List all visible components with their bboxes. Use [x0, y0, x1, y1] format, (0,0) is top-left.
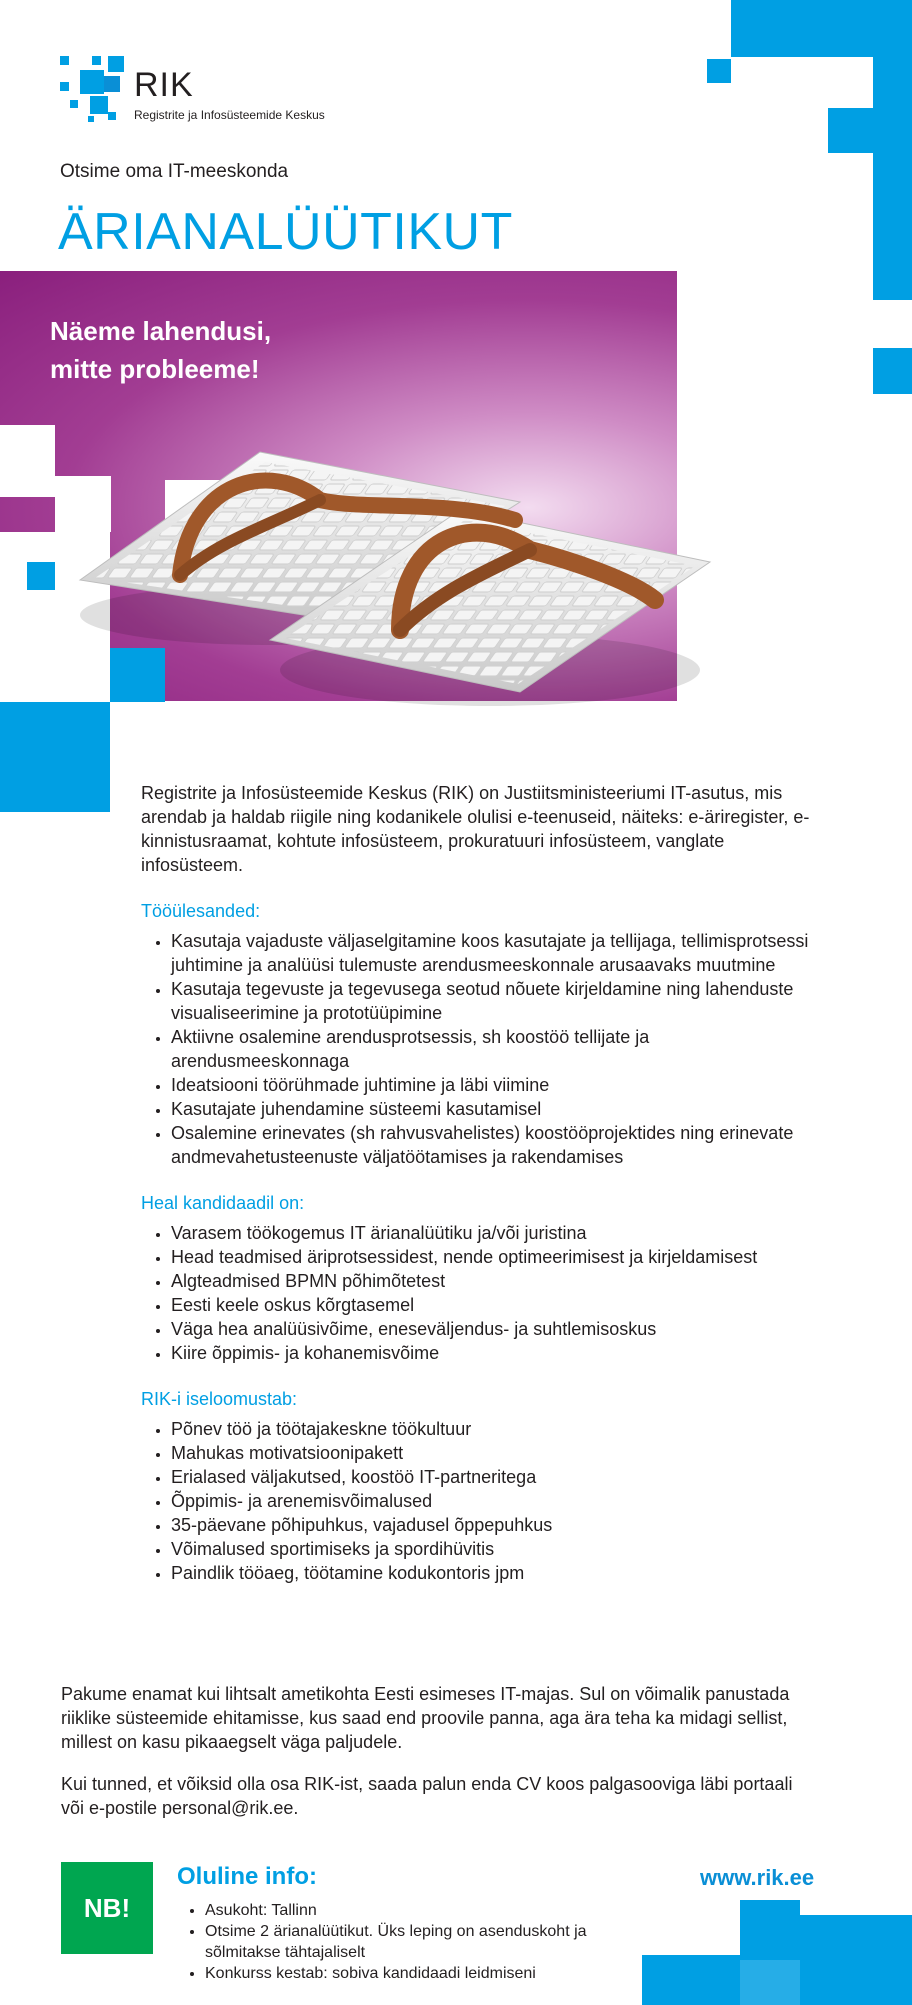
list-item: • Asukoht: Tallinn	[205, 1900, 657, 1921]
decor-square	[873, 57, 912, 104]
list-item: • Kasutaja vajaduste väljaselgitamine koos kasutajate ja tellijaga, tellimisprotsessi juhtimine ja analüüsi tulemuste arendusmeeskonnale arusaavaks muutmine	[171, 929, 831, 977]
list-item: • Õppimis- ja arenemisvõimalused	[171, 1489, 831, 1513]
keyboard-sandals-illustration	[70, 440, 720, 740]
list-item: • Eesti keele oskus kõrgtasemel	[171, 1293, 831, 1317]
benefits-list	[141, 1417, 831, 1585]
rik-logo-mark	[60, 56, 124, 120]
job-description	[141, 781, 831, 1585]
list-item: • Konkurss kestab: sobiva kandidaadi leidmiseni	[205, 1963, 657, 1984]
hero-slogan	[50, 312, 271, 388]
decor-square	[873, 104, 912, 300]
section-heading-benefits: RIK-i iseloomustab:	[141, 1389, 298, 1409]
tasks-list	[141, 929, 831, 1169]
list-item: • Võimalused sportimiseks ja spordihüvitis	[171, 1537, 831, 1561]
job-title: ÄRIANALÜÜTIKUT	[58, 203, 513, 261]
list-item: • 35-päevane põhipuhkus, vajadusel õppepuhkus	[171, 1513, 831, 1537]
info-heading: Oluline info:	[177, 1863, 317, 1890]
decor-square	[740, 1960, 800, 2005]
decor-square	[740, 1900, 800, 1960]
list-item: • Ideatsiooni töörühmade juhtimine ja läbi viimine	[171, 1073, 831, 1097]
outro-text	[61, 1682, 806, 1838]
list-item: • Varasem töökogemus IT ärianalüütiku ja/või juristina	[171, 1221, 831, 1245]
decor-square	[731, 0, 912, 57]
info-list	[177, 1900, 657, 1984]
job-kicker: Otsime oma IT-meeskonda	[60, 161, 289, 182]
list-item: • Head teadmised äriprotsessidest, nende optimeerimisest ja kirjeldamisest	[171, 1245, 831, 1269]
list-item: • Väga hea analüüsivõime, eneseväljendus- ja suhtlemisoskus	[171, 1317, 831, 1341]
section-heading-tasks: Tööülesanded:	[141, 901, 261, 921]
website-link[interactable]: www.rik.ee	[700, 1865, 815, 1890]
outro-paragraph: Kui tunned, et võiksid olla osa RIK-ist, saada palun enda CV koos palgasooviga läbi portaali või e-postile personal@rik.ee.	[61, 1774, 793, 1818]
list-item: • Mahukas motivatsioonipakett	[171, 1441, 831, 1465]
list-item: • Aktiivne osalemine arendusprotsessis, sh koostöö tellijate ja arendusmeeskonnaga	[171, 1025, 831, 1073]
list-item: • Põnev töö ja töötajakeskne töökultuur	[171, 1417, 831, 1441]
slogan-line-2: mitte probleeme!	[50, 354, 260, 384]
outro-paragraph: Pakume enamat kui lihtsalt ametikohta Eesti esimeses IT-majas. Sul on võimalik panustada riiklike süsteemide ehitamisse, kus saad end proovile panna, aga ära teha ka midagi sellist, millest on kasu pikaaegselt väga paljudele.	[61, 1684, 790, 1752]
list-item: • Kiire õppimis- ja kohanemisvõime	[171, 1341, 831, 1365]
list-item: • Kasutaja tegevuste ja tegevusega seotud nõuete kirjeldamine ning lahenduste visualiseerimine ja prototüüpimine	[171, 977, 831, 1025]
decor-square	[873, 348, 912, 394]
decor-square	[707, 59, 731, 83]
decor-square	[800, 1915, 912, 2005]
list-item: • Erialased väljakutsed, koostöö IT-partneritega	[171, 1465, 831, 1489]
nb-badge: NB!	[61, 1862, 153, 1954]
list-item: • Osalemine erinevates (sh rahvusvahelistes) koostööprojektides ning erinevate andmevahetusteenuste väljatöötamises ja rakendamises	[171, 1121, 831, 1169]
section-heading-candidate: Heal kandidaadil on:	[141, 1193, 305, 1213]
list-item: • Kasutajate juhendamine süsteemi kasutamisel	[171, 1097, 831, 1121]
decor-square	[828, 108, 873, 153]
decor-square	[0, 425, 55, 497]
list-item: • Algteadmised BPMN põhimõtetest	[171, 1269, 831, 1293]
logo-name: RIK	[134, 66, 194, 104]
decor-square	[27, 562, 55, 590]
logo-subtitle: Registrite ja Infosüsteemide Keskus	[134, 108, 325, 122]
slogan-line-1: Näeme lahendusi,	[50, 316, 272, 346]
list-item: • Paindlik tööaeg, töötamine kodukontoris jpm	[171, 1561, 831, 1585]
list-item: • Otsime 2 ärianalüütikut. Üks leping on asenduskoht ja sõlmitakse tähtajaliselt	[205, 1921, 657, 1963]
intro-text: Registrite ja Infosüsteemide Keskus (RIK) on Justiitsministeeriumi IT-asutus, mis arendab ja haldab riigile ning kodanikele olulisi e-teenuseid, näiteks: e-äriregister, e-kinnistusraamat, kohtute infosüsteem, prokuratuuri infosüsteem, vanglate infosüsteem.	[141, 783, 810, 875]
candidate-list	[141, 1221, 831, 1365]
